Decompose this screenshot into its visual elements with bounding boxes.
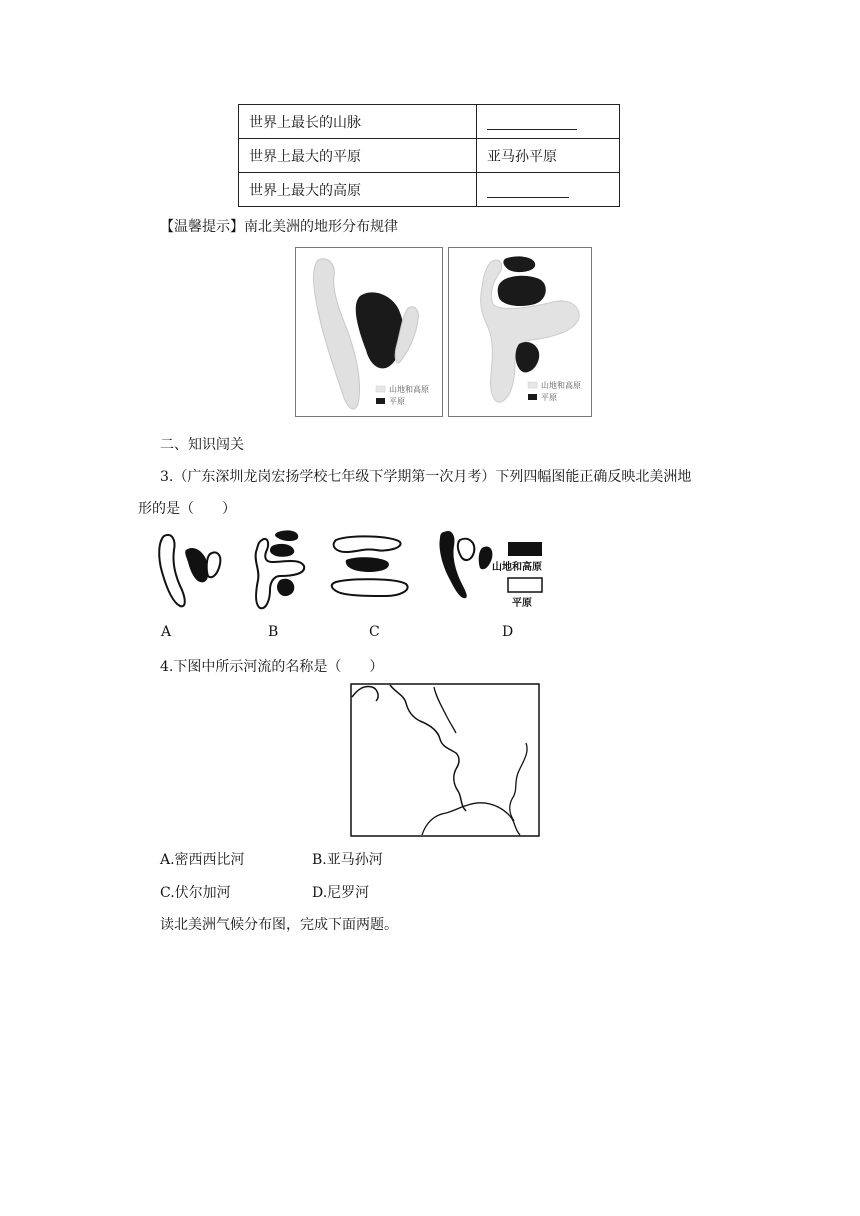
q3-option-b-diagram [256,530,305,608]
q3-option-b-label[interactable]: B [268,624,279,640]
legend-mountain-label: 山地和高原 [541,381,581,390]
terrain-svg-left [296,248,442,416]
q3-option-c-label[interactable]: C [369,624,380,640]
section-heading: 二、知识闯关 [160,437,244,453]
facts-table [238,104,620,207]
q4-option-d[interactable]: D.尼罗河 [312,885,370,901]
legend-mountain-swatch [508,542,542,556]
table-row [239,139,620,173]
table-cell-item: 世界上最大的高原 [239,173,477,207]
climate-instruction: 读北美洲气候分布图，完成下面两题。 [160,917,398,933]
terrain-svg-right [449,248,591,416]
table-cell-blank [477,173,620,207]
q3-options-figure [150,526,600,616]
legend-plain-label: 平原 [389,397,405,406]
terrain-map-left [295,247,443,417]
q3-stem-line2: 形的是（ ） [138,501,236,517]
answer-blank[interactable] [487,115,577,130]
q3-option-a-label[interactable]: A [161,624,172,640]
tip-line [160,216,398,236]
table-row [239,105,620,139]
table-cell-value: 亚马孙平原 [477,139,620,173]
q3-option-a-diagram [159,535,220,606]
q4-option-a[interactable]: A.密西西比河 [160,852,245,868]
table-cell-item: 世界上最大的平原 [239,139,477,173]
terrain-map-right [448,247,592,417]
q3-option-c-diagram [332,536,408,596]
q4-option-c[interactable]: C.伏尔加河 [160,885,231,901]
legend-mountain-label: 山地和高原 [492,562,542,573]
q4-stem: 4.下图中所示河流的名称是（ ） [160,659,384,675]
legend-mountain-label: 山地和高原 [389,385,429,394]
table-cell-item: 世界上最长的山脉 [239,105,477,139]
tip-label: 【温馨提示】 [160,219,244,235]
tip-text: 南北美洲的地形分布规律 [244,219,398,235]
q3-stem-line1: 3.（广东深圳龙岗宏扬学校七年级下学期第一次月考）下列四幅图能正确反映北美洲地 [160,469,692,485]
table-row [239,173,620,207]
q3-option-d-label[interactable]: D [502,624,514,640]
river-map [350,683,540,837]
answer-blank[interactable] [487,183,569,198]
q4-option-b[interactable]: B.亚马孙河 [312,852,383,868]
q3-option-d-diagram [439,531,542,609]
legend-plain-swatch [508,578,542,592]
legend-plain-label: 平原 [512,598,532,609]
legend-plain-label: 平原 [541,393,557,402]
table-cell-blank [477,105,620,139]
